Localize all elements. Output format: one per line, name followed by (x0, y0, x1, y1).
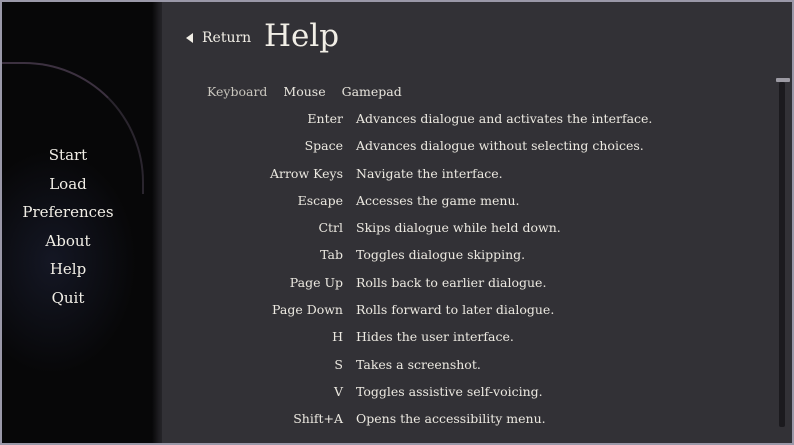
key-description: Rolls back to earlier dialogue. (356, 274, 547, 290)
key-name: Shift+A (293, 411, 343, 427)
key-description: Accesses the game menu. (356, 192, 520, 208)
return-button[interactable] (186, 30, 251, 46)
scrollbar-thumb[interactable] (776, 78, 790, 82)
key-description: Skips dialogue while held down. (356, 220, 561, 236)
key-description: Opens the accessibility menu. (356, 411, 546, 427)
key-description: Rolls forward to later dialogue. (356, 302, 555, 318)
tab-gamepad[interactable]: Gamepad (341, 84, 402, 99)
tab-mouse[interactable]: Mouse (283, 84, 326, 99)
page-title: Help (264, 18, 340, 54)
key-description: Hides the user interface. (356, 329, 514, 345)
menu-item-preferences[interactable]: Preferences (22, 203, 114, 222)
menu-item-start[interactable]: Start (48, 146, 88, 164)
menu-item-load[interactable]: Load (49, 174, 87, 193)
key-name: Space (304, 138, 343, 154)
key-description: Toggles assistive self-voicing. (356, 383, 543, 399)
input-tabs (207, 84, 402, 99)
sidebar-background (2, 2, 162, 443)
key-name: Page Down (272, 302, 343, 318)
key-name: S (334, 356, 343, 372)
key-name: Escape (297, 192, 343, 208)
help-panel (162, 2, 792, 443)
back-arrow-icon (186, 33, 193, 43)
key-description: Toggles dialogue skipping. (356, 247, 526, 263)
key-description: Advances dialogue and activates the interface. (356, 111, 653, 126)
key-name: Ctrl (318, 220, 343, 236)
key-name: H (332, 329, 343, 345)
key-name: Page Up (289, 274, 343, 290)
key-name: Arrow Keys (269, 165, 343, 181)
vertical-scrollbar[interactable] (779, 82, 785, 427)
key-name: V (333, 383, 343, 399)
key-description: Advances dialogue without selecting choices. (356, 138, 644, 154)
key-description: Navigate the interface. (356, 165, 503, 181)
key-name: Enter (307, 111, 343, 126)
menu-item-about[interactable]: About (45, 231, 91, 250)
key-description: Takes a screenshot. (356, 356, 481, 372)
key-name: Tab (320, 247, 343, 263)
return-label: Return (202, 30, 252, 46)
main-menu (2, 141, 134, 313)
menu-item-quit[interactable]: Quit (51, 288, 85, 307)
tab-keyboard[interactable]: Keyboard (207, 84, 268, 99)
menu-item-help[interactable]: Help (49, 260, 87, 279)
